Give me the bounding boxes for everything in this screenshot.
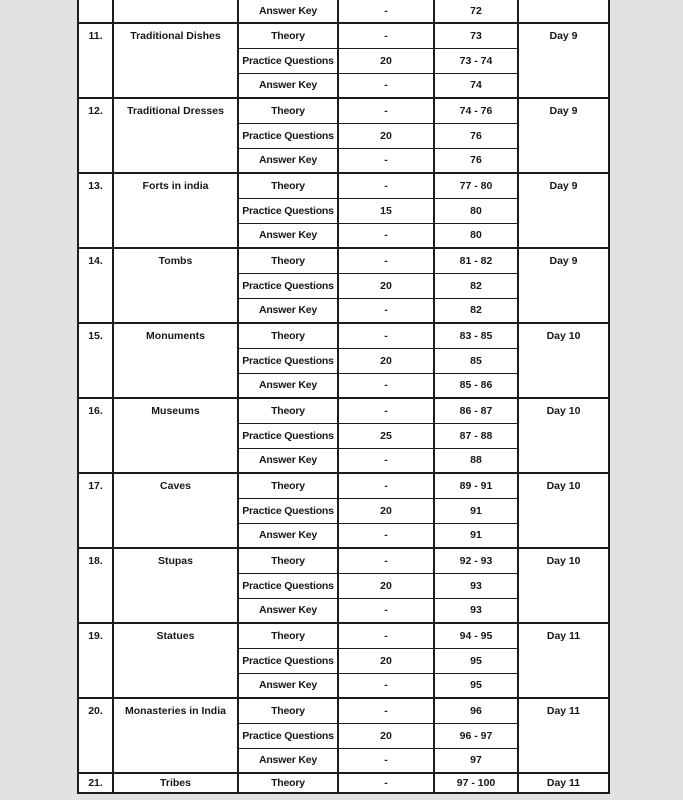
serial-cell: 14. (78, 248, 113, 323)
serial-cell: 13. (78, 173, 113, 248)
serial-cell: 18. (78, 548, 113, 623)
section-cell: Practice Questions (238, 648, 338, 673)
section-cell: Practice Questions (238, 723, 338, 748)
section-cell: Theory (238, 548, 338, 573)
section-cell: Answer Key (238, 373, 338, 398)
count-cell: 20 (338, 573, 434, 598)
topic-cell: Tombs (113, 248, 238, 323)
count-cell: - (338, 248, 434, 273)
count-cell: - (338, 398, 434, 423)
pages-cell: 86 - 87 (434, 398, 518, 423)
section-cell: Practice Questions (238, 348, 338, 373)
topic-cell: Forts in india (113, 173, 238, 248)
pages-cell: 85 (434, 348, 518, 373)
topic-cell (113, 0, 238, 23)
study-plan-table (77, 0, 610, 794)
pages-cell: 73 - 74 (434, 48, 518, 73)
pages-cell: 77 - 80 (434, 173, 518, 198)
day-cell (518, 0, 609, 23)
section-cell: Theory (238, 323, 338, 348)
day-cell: Day 9 (518, 248, 609, 323)
count-cell: - (338, 548, 434, 573)
serial-cell: 20. (78, 698, 113, 773)
count-cell: 20 (338, 48, 434, 73)
section-cell: Theory (238, 698, 338, 723)
table-row (78, 0, 609, 23)
topic-cell: Museums (113, 398, 238, 473)
section-cell: Answer Key (238, 0, 338, 23)
pages-cell: 96 - 97 (434, 723, 518, 748)
section-cell: Answer Key (238, 148, 338, 173)
section-cell: Theory (238, 623, 338, 648)
topic-cell: Caves (113, 473, 238, 548)
count-cell: - (338, 323, 434, 348)
serial-cell: 15. (78, 323, 113, 398)
count-cell: - (338, 223, 434, 248)
day-cell: Day 10 (518, 548, 609, 623)
topic-cell: Tribes (113, 773, 238, 793)
count-cell: - (338, 698, 434, 723)
pages-cell: 91 (434, 498, 518, 523)
pages-cell: 85 - 86 (434, 373, 518, 398)
count-cell: - (338, 0, 434, 23)
pages-cell: 82 (434, 273, 518, 298)
pages-cell: 97 (434, 748, 518, 773)
day-cell: Day 9 (518, 173, 609, 248)
count-cell: - (338, 148, 434, 173)
table-row (78, 323, 609, 348)
day-cell: Day 10 (518, 323, 609, 398)
pages-cell: 94 - 95 (434, 623, 518, 648)
count-cell: - (338, 623, 434, 648)
section-cell: Practice Questions (238, 423, 338, 448)
pages-cell: 72 (434, 0, 518, 23)
section-cell: Theory (238, 23, 338, 48)
section-cell: Practice Questions (238, 48, 338, 73)
table-row (78, 398, 609, 423)
pages-cell: 80 (434, 223, 518, 248)
count-cell: 20 (338, 723, 434, 748)
section-cell: Practice Questions (238, 273, 338, 298)
topic-cell: Traditional Dishes (113, 23, 238, 98)
section-cell: Theory (238, 248, 338, 273)
day-cell: Day 9 (518, 23, 609, 98)
pages-cell: 88 (434, 448, 518, 473)
serial-cell: 21. (78, 773, 113, 793)
table-row (78, 248, 609, 273)
count-cell: 25 (338, 423, 434, 448)
section-cell: Practice Questions (238, 123, 338, 148)
section-cell: Practice Questions (238, 573, 338, 598)
count-cell: - (338, 23, 434, 48)
pages-cell: 81 - 82 (434, 248, 518, 273)
pages-cell: 76 (434, 148, 518, 173)
section-cell: Theory (238, 773, 338, 793)
section-cell: Practice Questions (238, 198, 338, 223)
count-cell: - (338, 673, 434, 698)
section-cell: Answer Key (238, 73, 338, 98)
count-cell: - (338, 473, 434, 498)
pages-cell: 76 (434, 123, 518, 148)
table-row (78, 23, 609, 48)
table-row (78, 698, 609, 723)
topic-cell: Statues (113, 623, 238, 698)
pages-cell: 96 (434, 698, 518, 723)
pages-cell: 95 (434, 648, 518, 673)
day-cell: Day 10 (518, 398, 609, 473)
serial-cell: 16. (78, 398, 113, 473)
day-cell: Day 11 (518, 773, 609, 793)
topic-cell: Monasteries in India (113, 698, 238, 773)
section-cell: Theory (238, 98, 338, 123)
count-cell: - (338, 748, 434, 773)
section-cell: Answer Key (238, 298, 338, 323)
pages-cell: 93 (434, 598, 518, 623)
count-cell: 20 (338, 273, 434, 298)
pages-cell: 80 (434, 198, 518, 223)
day-cell: Day 11 (518, 698, 609, 773)
section-cell: Theory (238, 473, 338, 498)
day-cell: Day 10 (518, 473, 609, 548)
section-cell: Answer Key (238, 448, 338, 473)
count-cell: 20 (338, 498, 434, 523)
pages-cell: 87 - 88 (434, 423, 518, 448)
table-row (78, 173, 609, 198)
table-row (78, 473, 609, 498)
pages-cell: 89 - 91 (434, 473, 518, 498)
pages-cell: 91 (434, 523, 518, 548)
pages-cell: 83 - 85 (434, 323, 518, 348)
topic-cell: Traditional Dresses (113, 98, 238, 173)
count-cell: - (338, 773, 434, 793)
count-cell: 20 (338, 348, 434, 373)
serial-cell: 12. (78, 98, 113, 173)
section-cell: Answer Key (238, 598, 338, 623)
section-cell: Answer Key (238, 223, 338, 248)
count-cell: - (338, 73, 434, 98)
section-cell: Answer Key (238, 748, 338, 773)
count-cell: - (338, 523, 434, 548)
count-cell: - (338, 98, 434, 123)
table-row (78, 773, 609, 793)
count-cell: 20 (338, 648, 434, 673)
pages-cell: 74 - 76 (434, 98, 518, 123)
table-row (78, 548, 609, 573)
table-row (78, 623, 609, 648)
count-cell: - (338, 373, 434, 398)
serial-cell: 19. (78, 623, 113, 698)
pages-cell: 95 (434, 673, 518, 698)
serial-cell (78, 0, 113, 23)
pages-cell: 97 - 100 (434, 773, 518, 793)
count-cell: 20 (338, 123, 434, 148)
pages-cell: 93 (434, 573, 518, 598)
section-cell: Practice Questions (238, 498, 338, 523)
pages-cell: 74 (434, 73, 518, 98)
pages-cell: 92 - 93 (434, 548, 518, 573)
section-cell: Answer Key (238, 673, 338, 698)
topic-cell: Monuments (113, 323, 238, 398)
count-cell: 15 (338, 198, 434, 223)
day-cell: Day 11 (518, 623, 609, 698)
section-cell: Answer Key (238, 523, 338, 548)
pages-cell: 82 (434, 298, 518, 323)
topic-cell: Stupas (113, 548, 238, 623)
serial-cell: 11. (78, 23, 113, 98)
section-cell: Theory (238, 398, 338, 423)
section-cell: Theory (238, 173, 338, 198)
count-cell: - (338, 448, 434, 473)
count-cell: - (338, 598, 434, 623)
count-cell: - (338, 298, 434, 323)
serial-cell: 17. (78, 473, 113, 548)
day-cell: Day 9 (518, 98, 609, 173)
count-cell: - (338, 173, 434, 198)
pages-cell: 73 (434, 23, 518, 48)
table-row (78, 98, 609, 123)
